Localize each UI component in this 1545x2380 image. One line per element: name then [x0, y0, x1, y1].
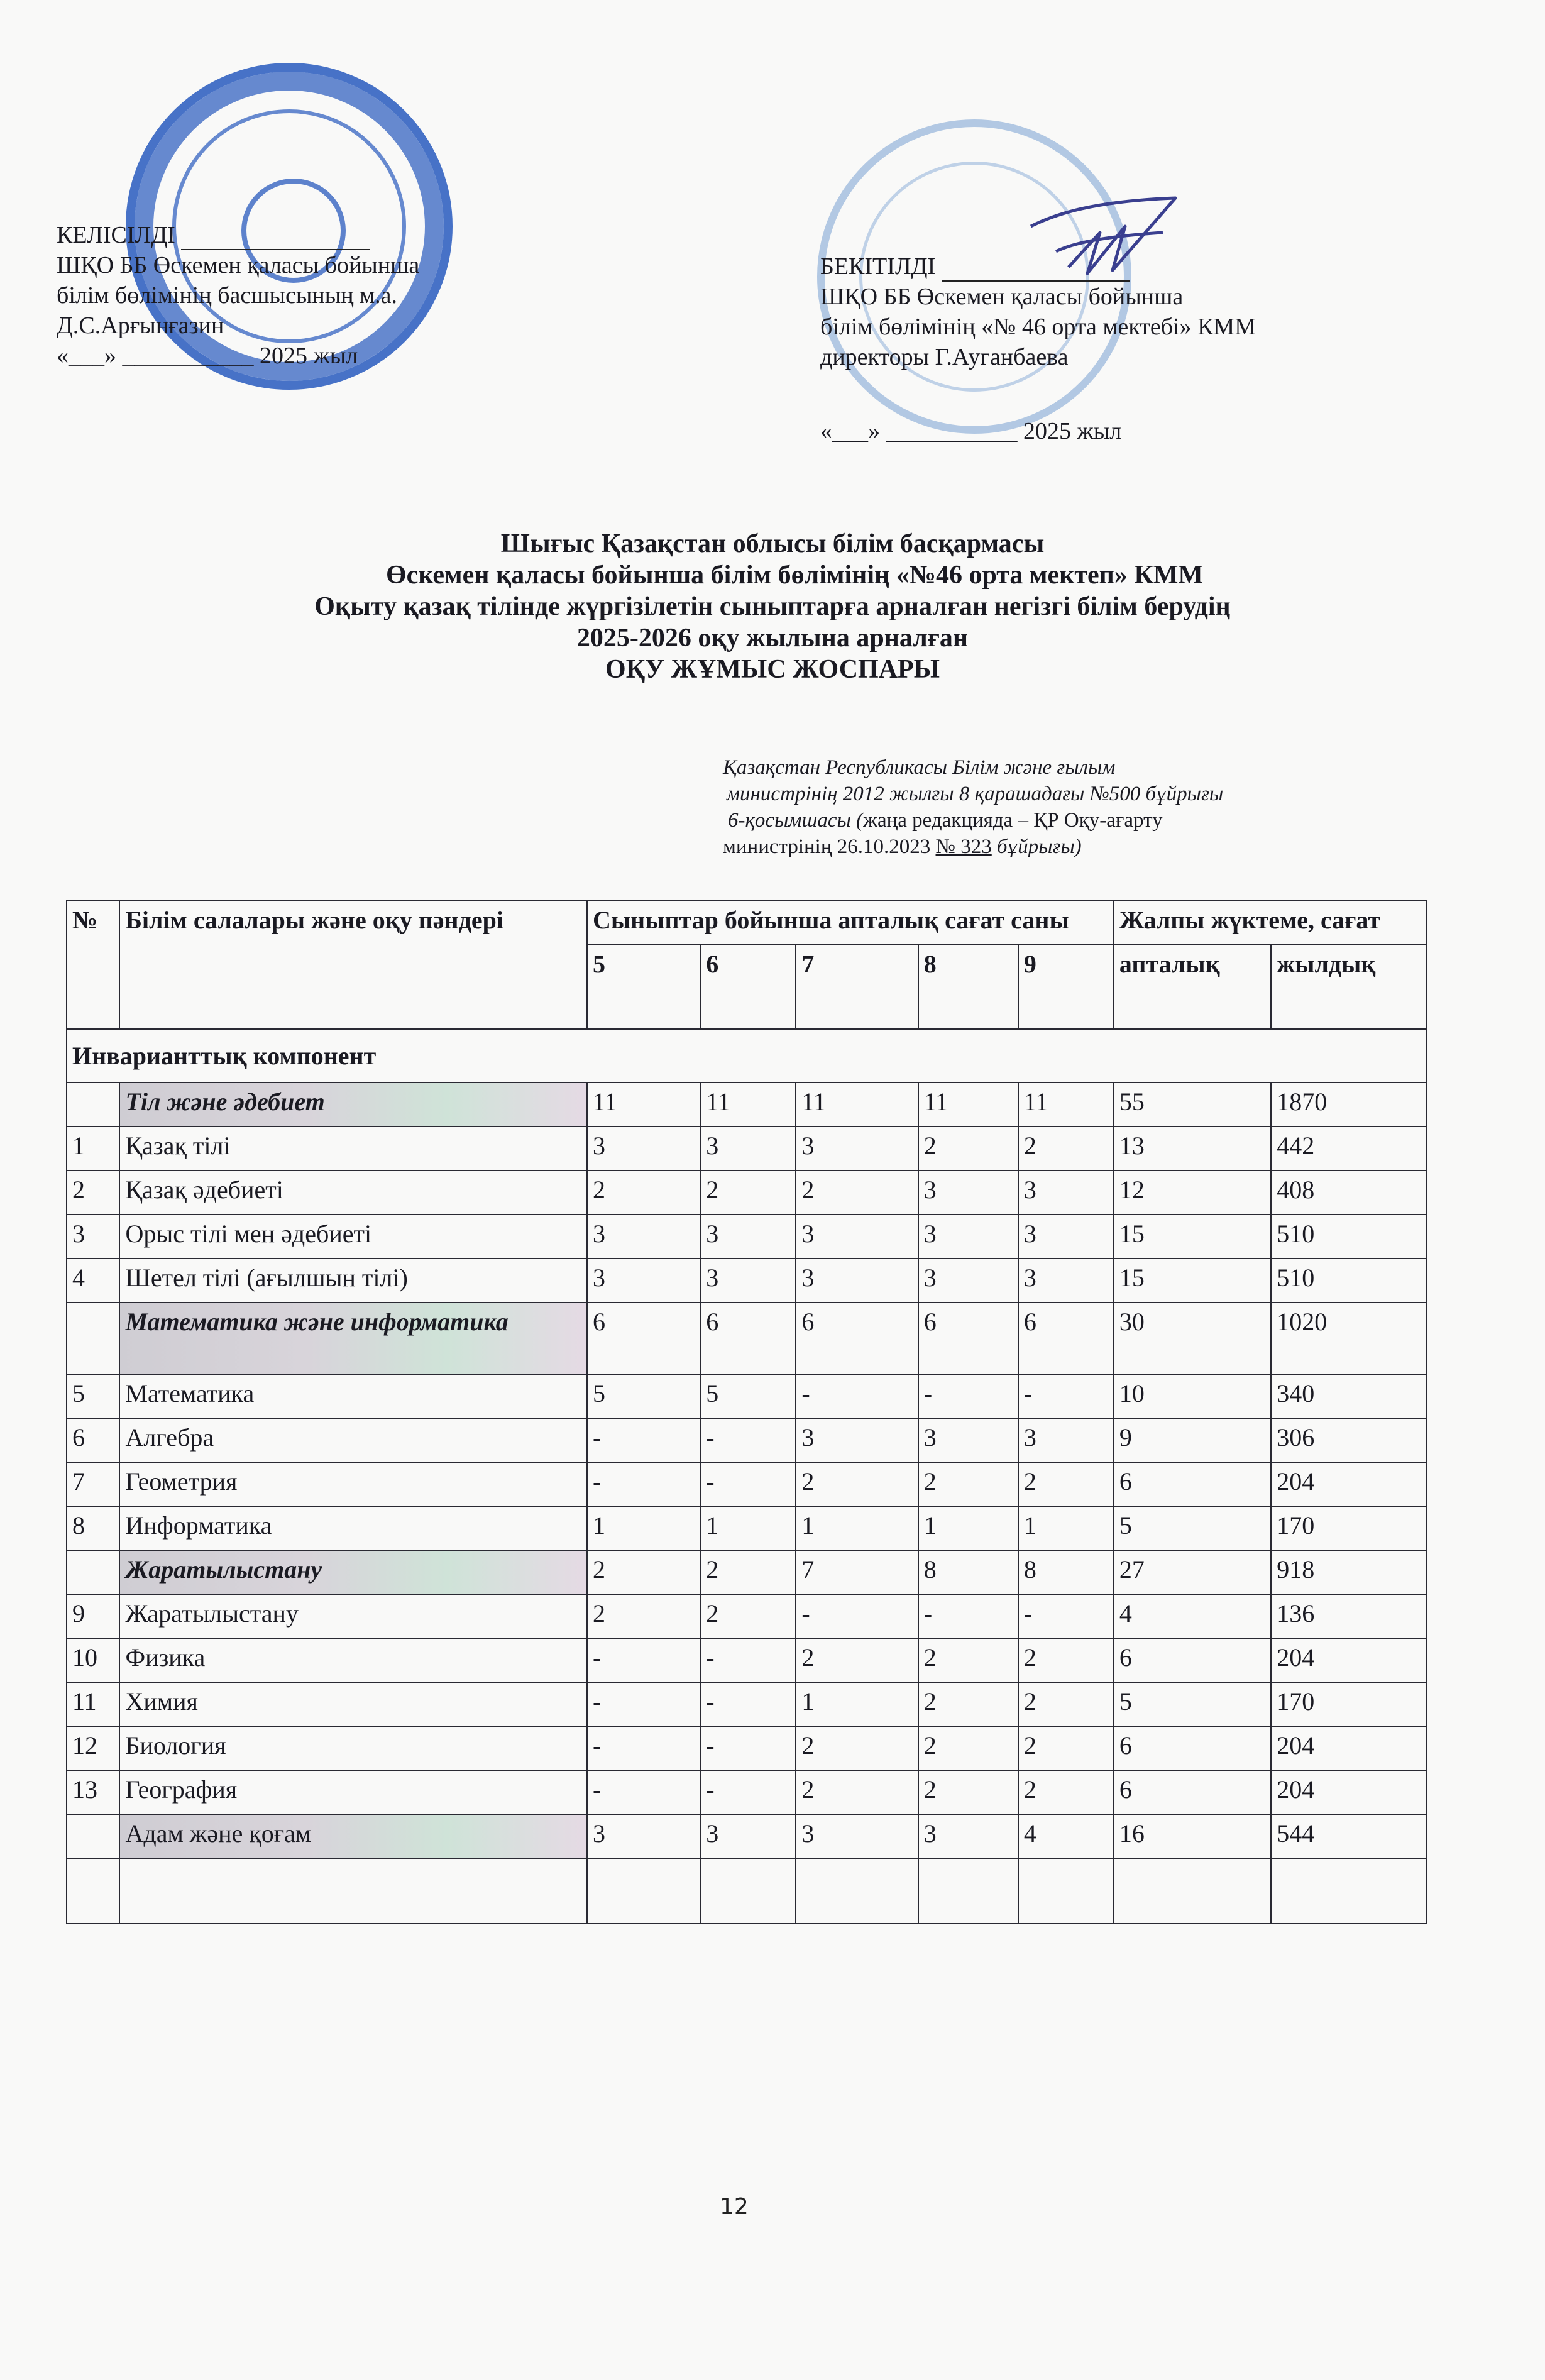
header-grade: 5	[587, 945, 700, 1029]
subject-row	[67, 1418, 1426, 1462]
title-line: Шығыс Қазақстан облысы білім басқармасы	[500, 529, 1045, 558]
row-number: 13	[67, 1770, 119, 1814]
grade-9-hours	[1018, 1858, 1114, 1924]
grade-9-hours: -	[1018, 1594, 1114, 1638]
header-number: №	[67, 901, 119, 1029]
subject-name: Алгебра	[119, 1418, 587, 1462]
approved-heading: БЕКІТІЛДІ	[820, 251, 1256, 282]
yearly-total: 340	[1271, 1374, 1426, 1418]
weekly-total: 6	[1114, 1638, 1271, 1682]
grade-5-hours: 11	[587, 1083, 700, 1127]
grade-9-hours: 2	[1018, 1638, 1114, 1682]
grade-8-hours: 2	[918, 1462, 1018, 1506]
grade-5-hours: 5	[587, 1374, 700, 1418]
grade-6-hours: 2	[700, 1550, 796, 1594]
row-number	[67, 1858, 119, 1924]
grade-8-hours: 3	[918, 1171, 1018, 1215]
order-line: 6-қосымшасы (жаңа редакцияда – ҚР Оқу-ағарту	[728, 809, 1163, 832]
yearly-total: 204	[1271, 1770, 1426, 1814]
agreed-block	[57, 220, 419, 371]
section-title: Инварианттық компонент	[67, 1029, 1426, 1083]
subject-row	[67, 1726, 1426, 1770]
yearly-total: 204	[1271, 1462, 1426, 1506]
weekly-total: 4	[1114, 1594, 1271, 1638]
subject-name: Геометрия	[119, 1462, 587, 1506]
header-grade: 6	[700, 945, 796, 1029]
subject-name: Математика	[119, 1374, 587, 1418]
row-number	[67, 1303, 119, 1374]
subject-row	[67, 1594, 1426, 1638]
grade-9-hours: 11	[1018, 1083, 1114, 1127]
yearly-total: 1020	[1271, 1303, 1426, 1374]
subject-name: Тіл және әдебиет	[119, 1083, 587, 1127]
grade-6-hours: -	[700, 1682, 796, 1726]
weekly-total: 16	[1114, 1814, 1271, 1858]
subject-row	[67, 1259, 1426, 1303]
weekly-total	[1114, 1858, 1271, 1924]
grade-7-hours: 3	[796, 1259, 918, 1303]
subject-area-row	[67, 1814, 1426, 1858]
title-main: ОҚУ ЖҰМЫС ЖОСПАРЫ	[605, 655, 940, 684]
order-line: министрінің 26.10.2023 № 323 бұйрығы)	[723, 835, 1082, 858]
header-grade: 9	[1018, 945, 1114, 1029]
grade-6-hours: -	[700, 1418, 796, 1462]
grade-5-hours: -	[587, 1770, 700, 1814]
weekly-total: 55	[1114, 1083, 1271, 1127]
row-number: 9	[67, 1594, 119, 1638]
empty-row	[67, 1858, 1426, 1924]
grade-6-hours: 2	[700, 1594, 796, 1638]
grade-9-hours: 8	[1018, 1550, 1114, 1594]
grade-7-hours: 6	[796, 1303, 918, 1374]
subject-name: Информатика	[119, 1506, 587, 1550]
grade-5-hours: 1	[587, 1506, 700, 1550]
order-line: министрінің 2012 жылғы 8 қарашадағы №500 бұйрығы	[727, 783, 1224, 805]
grade-6-hours: 3	[700, 1814, 796, 1858]
table-header-row	[67, 901, 1426, 945]
row-number: 5	[67, 1374, 119, 1418]
title-line: Оқыту қазақ тілінде жүргізілетін сыныптарға арналған негізгі білім берудің	[314, 592, 1231, 621]
title-line: Өскемен қаласы бойынша білім бөлімінің «№46 орта мектеп» КММ	[385, 561, 1204, 590]
subject-name	[119, 1858, 587, 1924]
header-yearly: жылдық	[1271, 945, 1426, 1029]
grade-7-hours: 3	[796, 1814, 918, 1858]
subject-name: Жаратылыстану	[119, 1550, 587, 1594]
grade-7-hours: 2	[796, 1462, 918, 1506]
grade-6-hours	[700, 1858, 796, 1924]
grade-9-hours: 1	[1018, 1506, 1114, 1550]
grade-8-hours: 1	[918, 1506, 1018, 1550]
approved-block	[820, 251, 1256, 446]
yearly-total: 510	[1271, 1215, 1426, 1259]
grade-9-hours: 2	[1018, 1726, 1114, 1770]
grade-5-hours: 3	[587, 1127, 700, 1171]
order-reference	[723, 754, 1223, 860]
subject-name: Орыс тілі мен әдебиеті	[119, 1215, 587, 1259]
weekly-total: 10	[1114, 1374, 1271, 1418]
yearly-total: 544	[1271, 1814, 1426, 1858]
grade-5-hours: 3	[587, 1259, 700, 1303]
grade-6-hours: 11	[700, 1083, 796, 1127]
subject-name: Физика	[119, 1638, 587, 1682]
grade-7-hours: 11	[796, 1083, 918, 1127]
grade-8-hours: 2	[918, 1726, 1018, 1770]
subject-name: Қазақ әдебиеті	[119, 1171, 587, 1215]
grade-5-hours: 3	[587, 1215, 700, 1259]
subject-area-row	[67, 1303, 1426, 1374]
row-number	[67, 1814, 119, 1858]
grade-8-hours: 11	[918, 1083, 1018, 1127]
grade-7-hours: 1	[796, 1682, 918, 1726]
header-weekly: апталық	[1114, 945, 1271, 1029]
grade-9-hours: 2	[1018, 1682, 1114, 1726]
grade-9-hours: 2	[1018, 1770, 1114, 1814]
subject-name: Шетел тілі (ағылшын тілі)	[119, 1259, 587, 1303]
row-number	[67, 1550, 119, 1594]
subject-row	[67, 1506, 1426, 1550]
header-subject: Білім салалары және оқу пәндері	[119, 901, 587, 1029]
weekly-total: 15	[1114, 1259, 1271, 1303]
grade-7-hours: 3	[796, 1418, 918, 1462]
row-number: 3	[67, 1215, 119, 1259]
subject-row	[67, 1638, 1426, 1682]
grade-5-hours: -	[587, 1418, 700, 1462]
row-number: 1	[67, 1127, 119, 1171]
grade-7-hours: 2	[796, 1171, 918, 1215]
agreed-date: «___» ___________ 2025 жыл	[57, 343, 358, 369]
yearly-total: 136	[1271, 1594, 1426, 1638]
grade-5-hours	[587, 1858, 700, 1924]
row-number: 10	[67, 1638, 119, 1682]
subject-name: Адам және қоғам	[119, 1814, 587, 1858]
signature-line	[181, 229, 370, 250]
yearly-total: 510	[1271, 1259, 1426, 1303]
row-number: 2	[67, 1171, 119, 1215]
grade-8-hours: -	[918, 1374, 1018, 1418]
subject-name: Қазақ тілі	[119, 1127, 587, 1171]
subject-name: Жаратылыстану	[119, 1594, 587, 1638]
subject-area-row	[67, 1550, 1426, 1594]
header-grade: 8	[918, 945, 1018, 1029]
order-line: Қазақстан Республикасы Білім және ғылым	[723, 756, 1116, 779]
grade-6-hours: 5	[700, 1374, 796, 1418]
grade-7-hours: 2	[796, 1638, 918, 1682]
grade-8-hours: 3	[918, 1259, 1018, 1303]
yearly-total: 204	[1271, 1726, 1426, 1770]
agreed-signatory: Д.С.Арғынғазин	[57, 312, 224, 339]
grade-7-hours: 1	[796, 1506, 918, 1550]
agreed-line: ШҚО ББ Өскемен қаласы бойынша	[57, 252, 420, 278]
grade-7-hours: 2	[796, 1770, 918, 1814]
row-number: 6	[67, 1418, 119, 1462]
weekly-total: 13	[1114, 1127, 1271, 1171]
document-title	[0, 528, 1545, 685]
grade-6-hours: 3	[700, 1215, 796, 1259]
yearly-total: 170	[1271, 1682, 1426, 1726]
grade-8-hours: 2	[918, 1770, 1018, 1814]
grade-5-hours: 2	[587, 1594, 700, 1638]
yearly-total: 918	[1271, 1550, 1426, 1594]
subject-row	[67, 1171, 1426, 1215]
grade-5-hours: 2	[587, 1550, 700, 1594]
weekly-total: 15	[1114, 1215, 1271, 1259]
grade-8-hours: 8	[918, 1550, 1018, 1594]
grade-9-hours: 3	[1018, 1171, 1114, 1215]
row-number: 7	[67, 1462, 119, 1506]
agreed-heading: КЕЛІСІЛДІ	[57, 220, 419, 250]
grade-9-hours: 3	[1018, 1215, 1114, 1259]
row-number: 4	[67, 1259, 119, 1303]
grade-5-hours: -	[587, 1726, 700, 1770]
subject-row	[67, 1682, 1426, 1726]
grade-5-hours: -	[587, 1682, 700, 1726]
subject-name: Математика және информатика	[119, 1303, 587, 1374]
weekly-total: 27	[1114, 1550, 1271, 1594]
subject-area-row	[67, 1083, 1426, 1127]
grade-7-hours: 2	[796, 1726, 918, 1770]
grade-9-hours: 4	[1018, 1814, 1114, 1858]
grade-8-hours: 2	[918, 1682, 1018, 1726]
grade-7-hours: -	[796, 1374, 918, 1418]
grade-5-hours: 3	[587, 1814, 700, 1858]
subject-row	[67, 1462, 1426, 1506]
grade-8-hours: 2	[918, 1638, 1018, 1682]
header-grade: 7	[796, 945, 918, 1029]
grade-7-hours: 7	[796, 1550, 918, 1594]
grade-9-hours: 3	[1018, 1418, 1114, 1462]
subject-name: Биология	[119, 1726, 587, 1770]
yearly-total: 1870	[1271, 1083, 1426, 1127]
header-weekly-by-grade: Сыныптар бойынша апталық сағат саны	[587, 901, 1114, 945]
curriculum-table	[66, 900, 1427, 1924]
grade-7-hours: -	[796, 1594, 918, 1638]
grade-9-hours: 3	[1018, 1259, 1114, 1303]
subject-name: География	[119, 1770, 587, 1814]
grade-6-hours: -	[700, 1770, 796, 1814]
approved-signatory: директоры Г.Ауганбаева	[820, 344, 1069, 370]
approved-line: ШҚО ББ Өскемен қаласы бойынша	[820, 284, 1184, 310]
yearly-total: 408	[1271, 1171, 1426, 1215]
grade-5-hours: 6	[587, 1303, 700, 1374]
row-number: 12	[67, 1726, 119, 1770]
yearly-total	[1271, 1858, 1426, 1924]
grade-8-hours: -	[918, 1594, 1018, 1638]
weekly-total: 6	[1114, 1726, 1271, 1770]
grade-9-hours: 6	[1018, 1303, 1114, 1374]
title-line: 2025-2026 оқу жылына арналған	[576, 624, 969, 653]
grade-8-hours: 3	[918, 1418, 1018, 1462]
grade-9-hours: 2	[1018, 1462, 1114, 1506]
grade-7-hours	[796, 1858, 918, 1924]
yearly-total: 306	[1271, 1418, 1426, 1462]
grade-6-hours: -	[700, 1726, 796, 1770]
grade-7-hours: 3	[796, 1127, 918, 1171]
signature-line	[942, 260, 1130, 282]
row-number	[67, 1083, 119, 1127]
yearly-total: 204	[1271, 1638, 1426, 1682]
weekly-total: 30	[1114, 1303, 1271, 1374]
subject-row	[67, 1215, 1426, 1259]
grade-8-hours: 6	[918, 1303, 1018, 1374]
grade-6-hours: 2	[700, 1171, 796, 1215]
page-number: 12	[720, 2194, 749, 2220]
subject-name: Химия	[119, 1682, 587, 1726]
grade-7-hours: 3	[796, 1215, 918, 1259]
grade-8-hours: 3	[918, 1215, 1018, 1259]
grade-6-hours: 6	[700, 1303, 796, 1374]
subject-row	[67, 1374, 1426, 1418]
grade-5-hours: -	[587, 1638, 700, 1682]
grade-6-hours: -	[700, 1462, 796, 1506]
grade-8-hours	[918, 1858, 1018, 1924]
weekly-total: 5	[1114, 1506, 1271, 1550]
agreed-line: білім бөлімінің басшысының м.а.	[57, 282, 398, 309]
header-total-load: Жалпы жүктеме, сағат	[1114, 901, 1426, 945]
grade-6-hours: 1	[700, 1506, 796, 1550]
grade-5-hours: 2	[587, 1171, 700, 1215]
grade-8-hours: 3	[918, 1814, 1018, 1858]
approved-line: білім бөлімінің «№ 46 орта мектебі» КММ	[820, 314, 1256, 340]
yearly-total: 442	[1271, 1127, 1426, 1171]
grade-6-hours: 3	[700, 1127, 796, 1171]
subject-row	[67, 1127, 1426, 1171]
approved-date: «___» ___________ 2025 жыл	[820, 418, 1122, 444]
grade-9-hours: -	[1018, 1374, 1114, 1418]
weekly-total: 6	[1114, 1462, 1271, 1506]
yearly-total: 170	[1271, 1506, 1426, 1550]
weekly-total: 12	[1114, 1171, 1271, 1215]
grade-9-hours: 2	[1018, 1127, 1114, 1171]
row-number: 8	[67, 1506, 119, 1550]
grade-8-hours: 2	[918, 1127, 1018, 1171]
grade-6-hours: -	[700, 1638, 796, 1682]
row-number: 11	[67, 1682, 119, 1726]
section-row	[67, 1029, 1426, 1083]
grade-5-hours: -	[587, 1462, 700, 1506]
weekly-total: 9	[1114, 1418, 1271, 1462]
subject-row	[67, 1770, 1426, 1814]
weekly-total: 6	[1114, 1770, 1271, 1814]
grade-6-hours: 3	[700, 1259, 796, 1303]
weekly-total: 5	[1114, 1682, 1271, 1726]
